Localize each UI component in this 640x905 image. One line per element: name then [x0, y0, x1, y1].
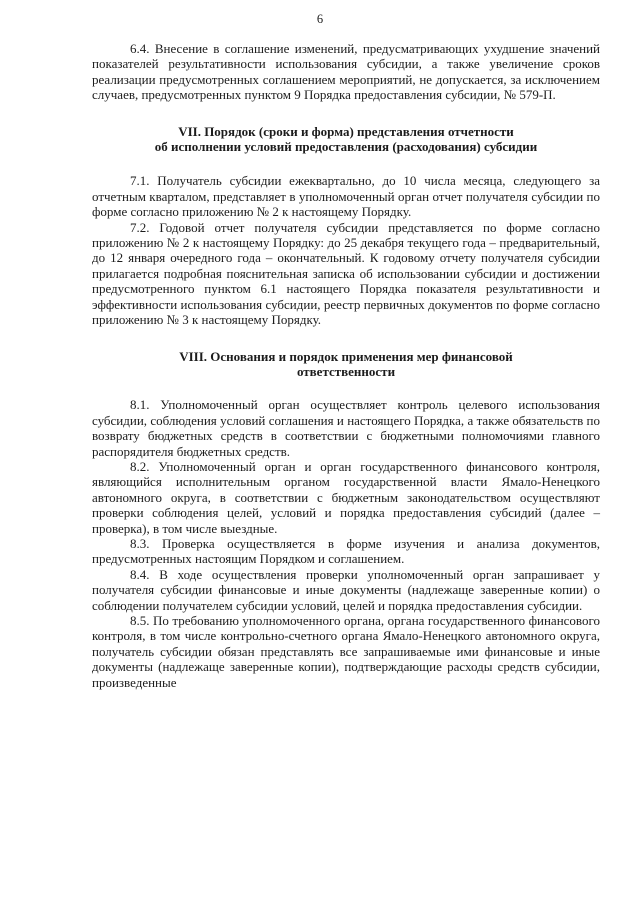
- paragraph-7-1: 7.1. Получатель субсидии ежеквартально, до 10 числа месяца, следующего за отчетным кварталом, представляет в уполномоченный орган отчет получателя субсидии по форме согласно приложению № 2 к настоящему Порядку.: [92, 173, 600, 220]
- paragraph-8-5: 8.5. По требованию уполномоченного органа, органа государственного финансового контроля, в том числе контрольно-счетного органа Ямало-Ненецкого автономного округа, получатель субсидии обязан представлять все запрашиваемые ими финансовые и иные документы (надлежаще заверенные копии), подтверждающие расходы средств субсидии, произведенные: [92, 613, 600, 690]
- section-7-heading-line-2: об исполнении условий предоставления (расходования) субсидии: [154, 139, 538, 155]
- section-8-heading: [92, 349, 600, 380]
- document-body: [92, 41, 600, 690]
- paragraph-7-2: 7.2. Годовой отчет получателя субсидии представляется по форме согласно приложению № 2 к настоящему Порядку: до 25 декабря текущего года – предварительный, до 12 января очередного года – окончательный. К годовому отчету получателя субсидии прилагается подробная пояснительная записка об использовании субсидии и достижении предусмотренного пунктом 6.1 настоящего Порядка показателя результативности и эффективности использования субсидии, реестр первичных документов по форме согласно приложению № 3 к настоящему Порядку.: [92, 219, 600, 328]
- section-7-heading-line-1: VII. Порядок (сроки и форма) представления отчетности: [178, 123, 514, 139]
- paragraph-8-1: 8.1. Уполномоченный орган осуществляет контроль целевого использования субсидии, соблюдения условий соглашения и настоящего Порядка, а также обязательств по возврату бюджетных средств в соответствии с бюджетными полномочиями главного распорядителя бюджетных средств.: [92, 397, 600, 459]
- paragraph-8-4: 8.4. В ходе осуществления проверки уполномоченный орган запрашивает у получателя субсидии финансовые и иные документы (надлежаще заверенные копии) о соблюдении получателем субсидии условий, целей и порядка предоставления субсидии.: [92, 566, 600, 613]
- paragraph-8-3: 8.3. Проверка осуществляется в форме изучения и анализа документов, предусмотренных настоящим Порядком и соглашением.: [92, 535, 600, 567]
- page-number: 6: [316, 12, 324, 26]
- paragraph-8-2: 8.2. Уполномоченный орган и орган государственного финансового контроля, являющийся исполнительным органом государственной власти Ямало-Ненецкого автономного округа, в соответствии с бюджетным законодательством осуществляют проверки соблюдения целей, условий и порядка предоставления субсидий (далее – проверка), в том числе выездные.: [92, 458, 600, 536]
- section-8-heading-line-2: ответственности: [296, 363, 396, 379]
- section-7-heading: [92, 124, 600, 155]
- paragraph-6-4: 6.4. Внесение в соглашение изменений, предусматривающих ухудшение значений показателей результативности использования субсидии, а также увеличение сроков реализации предусмотренных соглашением мероприятий, не допускается, за исключением случаев, предусмотренных пунктом 9 Порядка предоставления субсидии, № 579-П.: [92, 41, 600, 103]
- section-8-heading-line-1: VIII. Основания и порядок применения мер финансовой: [179, 348, 513, 364]
